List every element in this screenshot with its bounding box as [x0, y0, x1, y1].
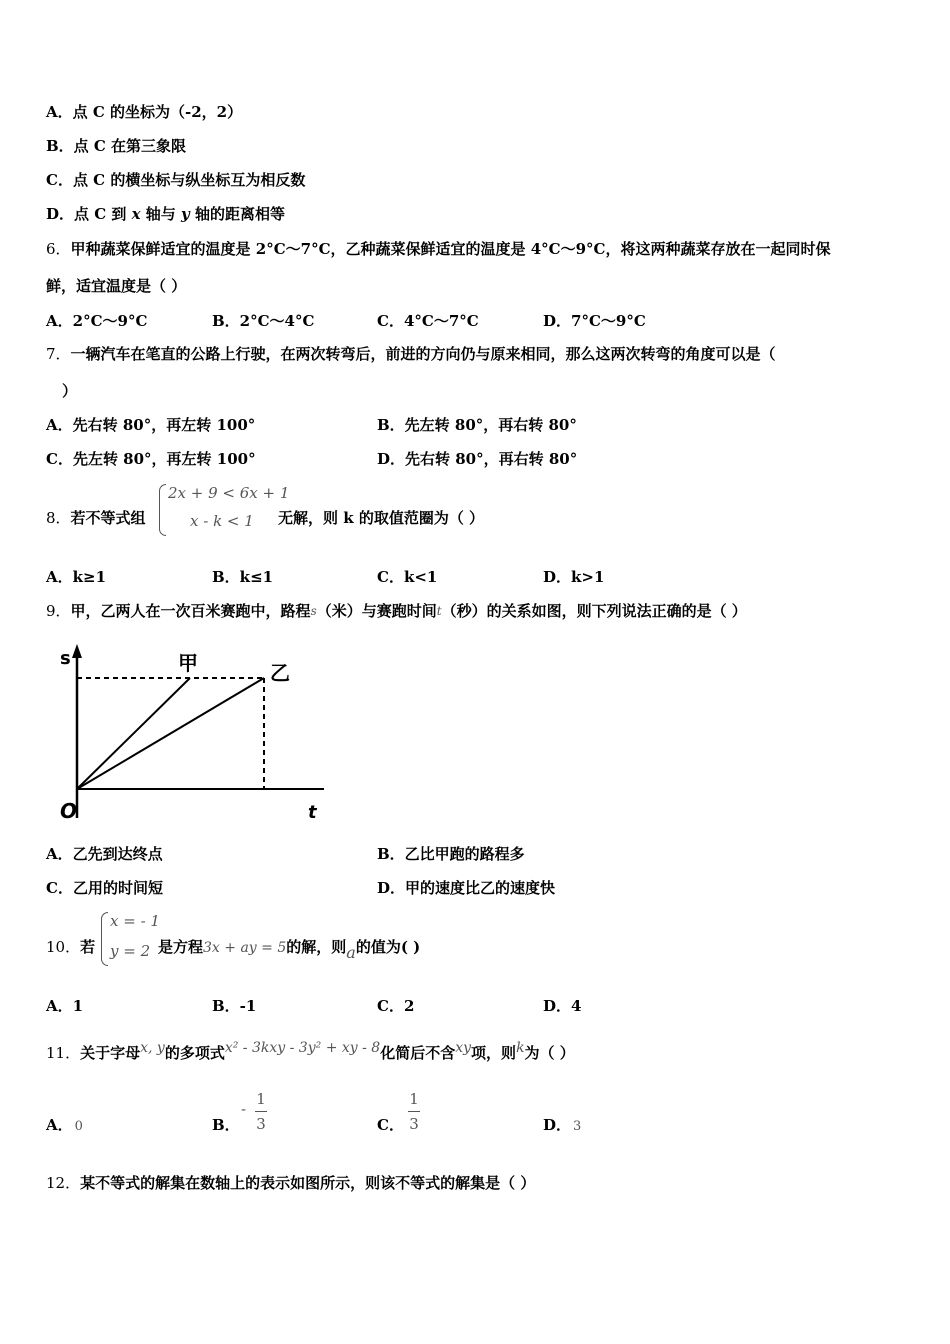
q10-eq-1: x = - 1: [110, 912, 160, 930]
q11-term: xy: [455, 1040, 472, 1056]
q9-stem-post: （秒）的关系如图，则下列说法正确的是（ ）: [441, 602, 747, 620]
q8-stem-post-text: 无解，则 k 的取值范圈为（ ）: [278, 509, 485, 527]
q12-stem: [46, 1173, 535, 1193]
q11-option-c-denominator: 3: [409, 1115, 419, 1133]
q11-option-c-numerator: 1: [409, 1090, 419, 1108]
q5-option-a-text: A．点 C 的坐标为（-2，2）: [46, 103, 243, 121]
q12-number: 12．: [46, 1174, 81, 1192]
q10-option-d[interactable]: D．4: [543, 997, 582, 1015]
q11-option-c-fraction-bar: [408, 1111, 420, 1112]
q8-stem: [46, 508, 146, 528]
q9-number: 9．: [46, 602, 71, 620]
q8-inequality-1: 2x + 9 < 6x + 1: [168, 484, 290, 502]
q8-option-b[interactable]: B．k≤1: [212, 568, 274, 586]
q9-origin-label: O: [60, 799, 78, 823]
q5-option-a[interactable]: [46, 102, 242, 122]
q10-system-brace: [101, 912, 108, 966]
q11-number: 11．: [46, 1044, 81, 1062]
q6-stem-line2: [46, 276, 186, 296]
q12-stem-text: 某不等式的解集在数轴上的表示如图所示，则该不等式的解集是（ ）: [80, 1174, 536, 1192]
q7-stem1: 一辆汽车在笔直的公路上行驶，在两次转弯后，前进的方向仍与原来相同，那么这两次转弯的角度可以是（: [70, 345, 776, 363]
q6-stem-line1: [46, 239, 831, 259]
q11-option-a-label: A．: [46, 1116, 73, 1134]
q11-option-a[interactable]: [46, 1115, 83, 1137]
q6-number: 6．: [46, 240, 71, 258]
q8-option-c[interactable]: C．k<1: [377, 568, 438, 586]
q7-stem2: ）: [62, 382, 78, 400]
q11-stem-mid: 的多项式: [164, 1044, 225, 1062]
q11-option-b-denominator: 3: [256, 1115, 266, 1133]
q9-var-s: s: [310, 604, 317, 618]
q5-option-c-text: C．点 C 的横坐标与纵坐标互为相反数: [46, 171, 306, 189]
q9-stem: [46, 601, 747, 621]
q11-option-d-value: 3: [573, 1119, 582, 1134]
q8-inequality-2: x - k < 1: [190, 512, 254, 530]
q5-option-d-x: x: [131, 205, 141, 223]
q10-stem-pre: 若: [80, 938, 96, 956]
q9-line-yi: [77, 678, 264, 789]
q7-option-c[interactable]: C．先左转 80°，再左转 100°: [46, 450, 256, 468]
q5-option-b-text: B．点 C 在第三象限: [46, 137, 187, 155]
q11-option-b-sign: -: [241, 1100, 247, 1118]
q8-stem-post: [278, 508, 484, 528]
q11-option-b[interactable]: [212, 1115, 240, 1135]
q10-option-a[interactable]: A．1: [46, 997, 84, 1015]
q9-stem-pre: 甲，乙两人在一次百米赛跑中，路程: [70, 602, 311, 620]
q8-system-brace: [159, 484, 166, 536]
q6-option-a[interactable]: A．2°C～9°C: [46, 312, 148, 330]
q6-option-d[interactable]: D．7°C～9°C: [543, 312, 646, 330]
q5-option-d-y: y: [181, 205, 190, 223]
q5-option-b[interactable]: [46, 136, 186, 156]
q11-option-d-label: D．: [543, 1116, 572, 1134]
q11-option-c-label: C．: [377, 1116, 404, 1134]
q6-stem1: 甲种蔬菜保鲜适宜的温度是 2°C～7°C，乙种蔬菜保鲜适宜的温度是 4°C～9°C，将这两种蔬菜存放在一起同时保: [70, 240, 831, 258]
q10-equation: 3x + ay = 5: [203, 940, 287, 956]
q11-stem-mid3: 项，则: [471, 1044, 517, 1062]
q10-stem: [46, 937, 95, 957]
q5-option-d-suffix: 轴的距离相等: [189, 205, 285, 223]
q10-number: 10．: [46, 938, 81, 956]
q9-line-jia: [77, 678, 190, 789]
q9-jia-label: 甲: [178, 651, 198, 675]
q11-option-b-numerator: 1: [256, 1090, 266, 1108]
q10-stem-rest: [158, 937, 421, 962]
q5-option-d[interactable]: [46, 204, 285, 224]
q11-option-b-fraction-bar: [255, 1111, 267, 1112]
q8-stem-pre: 若不等式组: [70, 509, 146, 527]
q9-option-d[interactable]: D．甲的速度比乙的速度快: [377, 879, 556, 897]
q11-option-b-label: B．: [212, 1116, 240, 1134]
q9-option-c[interactable]: C．乙用的时间短: [46, 879, 163, 897]
q9-y-axis-arrow: [72, 644, 82, 658]
q11-option-c[interactable]: [377, 1115, 404, 1135]
q10-stem-mid: 是方程: [158, 938, 204, 956]
q6-option-b[interactable]: B．2°C～4°C: [212, 312, 315, 330]
q11-option-d[interactable]: [543, 1115, 581, 1137]
q11-vars: x, y: [140, 1040, 165, 1056]
q11-option-a-value: 0: [74, 1119, 83, 1134]
q5-option-c[interactable]: [46, 170, 305, 190]
q11-stem-post: 为（ ）: [524, 1044, 575, 1062]
q9-stem-mid: （米）与赛跑时间: [316, 602, 437, 620]
q8-option-d[interactable]: D．k>1: [543, 568, 605, 586]
q7-stem-line1: [46, 344, 776, 364]
q7-number: 7．: [46, 345, 71, 363]
q10-option-c[interactable]: C．2: [377, 997, 415, 1015]
q11-var-k: k: [516, 1040, 525, 1056]
q11-stem: [46, 1040, 575, 1064]
q9-x-label: t: [308, 802, 317, 823]
q9-option-a[interactable]: A．乙先到达终点: [46, 845, 163, 863]
q7-option-b[interactable]: B．先左转 80°，再右转 80°: [377, 416, 577, 434]
q8-number: 8．: [46, 509, 71, 527]
q5-option-d-mid: 轴与: [140, 205, 182, 223]
q9-distance-time-graph: [52, 640, 342, 830]
q6-option-c[interactable]: C．4°C～7°C: [377, 312, 479, 330]
q7-option-a[interactable]: A．先右转 80°，再左转 100°: [46, 416, 256, 434]
q11-stem-mid2: 化简后不含: [380, 1044, 456, 1062]
q7-stem-line2: [62, 381, 77, 401]
q9-y-label: s: [60, 648, 71, 669]
q6-stem2: 鲜，适宜温度是（ ）: [46, 277, 187, 295]
q10-stem-post: 的值为( ): [355, 938, 421, 956]
q10-option-b[interactable]: B．-1: [212, 997, 257, 1015]
q9-yi-label: 乙: [270, 661, 290, 685]
q10-var-a: a: [346, 943, 356, 962]
q10-stem-mid2: 的解，则: [286, 938, 347, 956]
q7-option-d[interactable]: D．先右转 80°，再右转 80°: [377, 450, 578, 468]
q10-eq-2: y = 2: [110, 942, 151, 960]
q11-stem-pre: 关于字母: [80, 1044, 141, 1062]
q11-polynomial: x² - 3kxy - 3y² + xy - 8: [224, 1040, 381, 1056]
q9-option-b[interactable]: B．乙比甲跑的路程多: [377, 845, 525, 863]
q9-var-t: t: [436, 604, 442, 618]
q8-option-a[interactable]: A．k≥1: [46, 568, 107, 586]
q5-option-d-prefix: D．点 C 到: [46, 205, 132, 223]
